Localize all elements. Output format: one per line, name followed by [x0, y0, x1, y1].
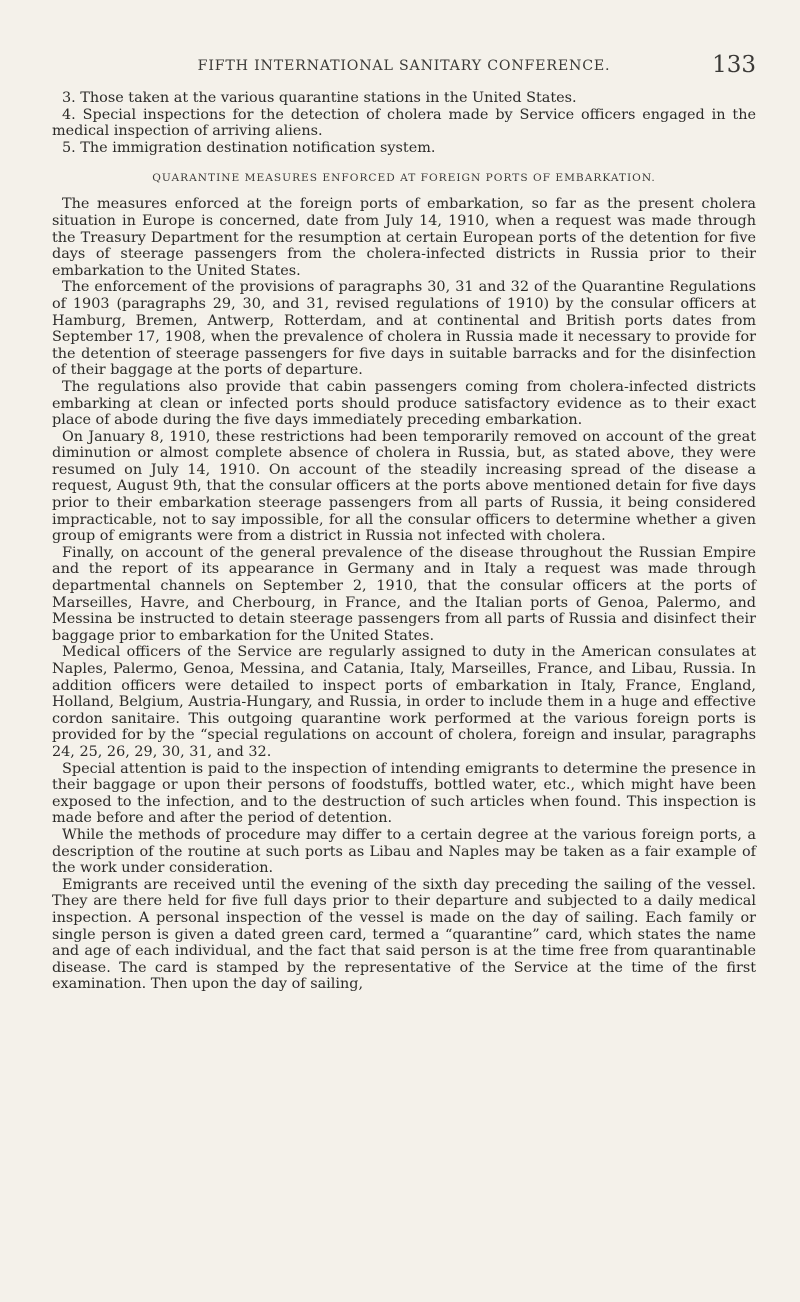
- paragraph: The regulations also provide that cabin passengers coming from cholera-infected districts embarking at clean or infected ports should produce satisfactory evidence as to their exact place of abode during the five days immediately preceding embarkation.: [52, 378, 756, 429]
- list-item: 3. Those taken at the various quarantine stations in the United States.: [62, 90, 577, 106]
- body-text: [52, 196, 756, 993]
- section-heading: QUARANTINE MEASURES ENFORCED AT FOREIGN PORTS OF EMBARKATION.: [152, 172, 656, 185]
- running-head: [52, 52, 756, 82]
- list-item: 4. Special inspections for the detection of cholera made by Service officers engaged in the medical inspection of arriving aliens.: [52, 106, 756, 140]
- page-number: 133: [712, 52, 756, 78]
- paragraph: Medical officers of the Service are regularly assigned to duty in the American consulates at Naples, Palermo, Genoa, Messina, and Catania, Italy, Marseilles, France, and Libau, Russia. In addition officers were detailed to inspect ports of embarkation in Italy, France, England, Holland, Belgium, Austria-Hungary, and Russia, in order to include them in a huge and effective cordon sanitaire. This outgoing quarantine work performed at the various foreign ports is provided for by the “special regulations on account of cholera, foreign and insular, paragraphs 24, 25, 26, 29, 30, 31, and 32.: [52, 644, 756, 760]
- running-title: FIFTH INTERNATIONAL SANITARY CONFERENCE.: [197, 58, 611, 74]
- paragraph: The enforcement of the provisions of paragraphs 30, 31 and 32 of the Quarantine Regulations of 1903 (paragraphs 29, 30, and 31, revised regulations of 1910) by the consular officers at Hamburg, Bremen, Antwerp, Rotterdam, and at continental and British ports dates from September 17, 1908, when the prevalence of cholera in Russia made it necessary to provide for the detention of steerage passengers for five days in suitable barracks and for the disinfection of their baggage at the ports of departure.: [52, 279, 756, 379]
- document-page: [52, 52, 756, 993]
- paragraph: Finally, on account of the general prevalence of the disease throughout the Russian Empire and the report of its appearance in Germany and in Italy a request was made through departmental channels on September 2, 1910, that the consular officers at the ports of Marseilles, Havre, and Cherbourg, in France, and the Italian ports of Genoa, Palermo, and Messina be instructed to detain steerage passengers from all parts of Russia and disinfect their baggage prior to embarkation for the United States.: [52, 544, 756, 644]
- paragraph: Special attention is paid to the inspection of intending emigrants to determine the presence in their baggage or upon their persons of foodstuffs, bottled water, etc., which might have been exposed to the infection, and to the destruction of such articles when found. This inspection is made before and after the period of detention.: [52, 760, 756, 827]
- paragraph: The measures enforced at the foreign ports of embarkation, so far as the present cholera situation in Europe is concerned, date from July 14, 1910, when a request was made through the Treasury Department for the resumption at certain European ports of the detention for five days of steerage passengers from the cholera-infected districts in Russia prior to their embarkation to the United States.: [52, 196, 756, 279]
- paragraph: While the methods of procedure may differ to a certain degree at the various foreign ports, a description of the routine at such ports as Libau and Naples may be taken as a fair example of the work under consideration.: [52, 826, 756, 877]
- numbered-list: [52, 90, 756, 156]
- paragraph: Emigrants are received until the evening of the sixth day preceding the sailing of the vessel. They are there held for five full days prior to their departure and subjected to a daily medical inspection. A personal inspection of the vessel is made on the day of sailing. Each family or single person is given a dated green card, termed a “quarantine” card, which states the name and age of each individual, and the fact that said person is at the time free from quarantinable disease. The card is stamped by the representative of the Service at the time of the first examination. Then upon the day of sailing,: [52, 876, 756, 993]
- list-item: 5. The immigration destination notification system.: [62, 139, 436, 156]
- paragraph: On January 8, 1910, these restrictions had been temporarily removed on account of the great diminution or almost complete absence of cholera in Russia, but, as stated above, they were resumed on July 14, 1910. On account of the steadily increasing spread of the disease a request, August 9th, that the consular officers at the ports above mentioned detain for five days prior to their embarkation steerage passengers from all parts of Russia, it being considered impracticable, not to say impossible, for all the consular officers to determine whether a given group of emigrants were from a district in Russia not infected with cholera.: [52, 428, 756, 545]
